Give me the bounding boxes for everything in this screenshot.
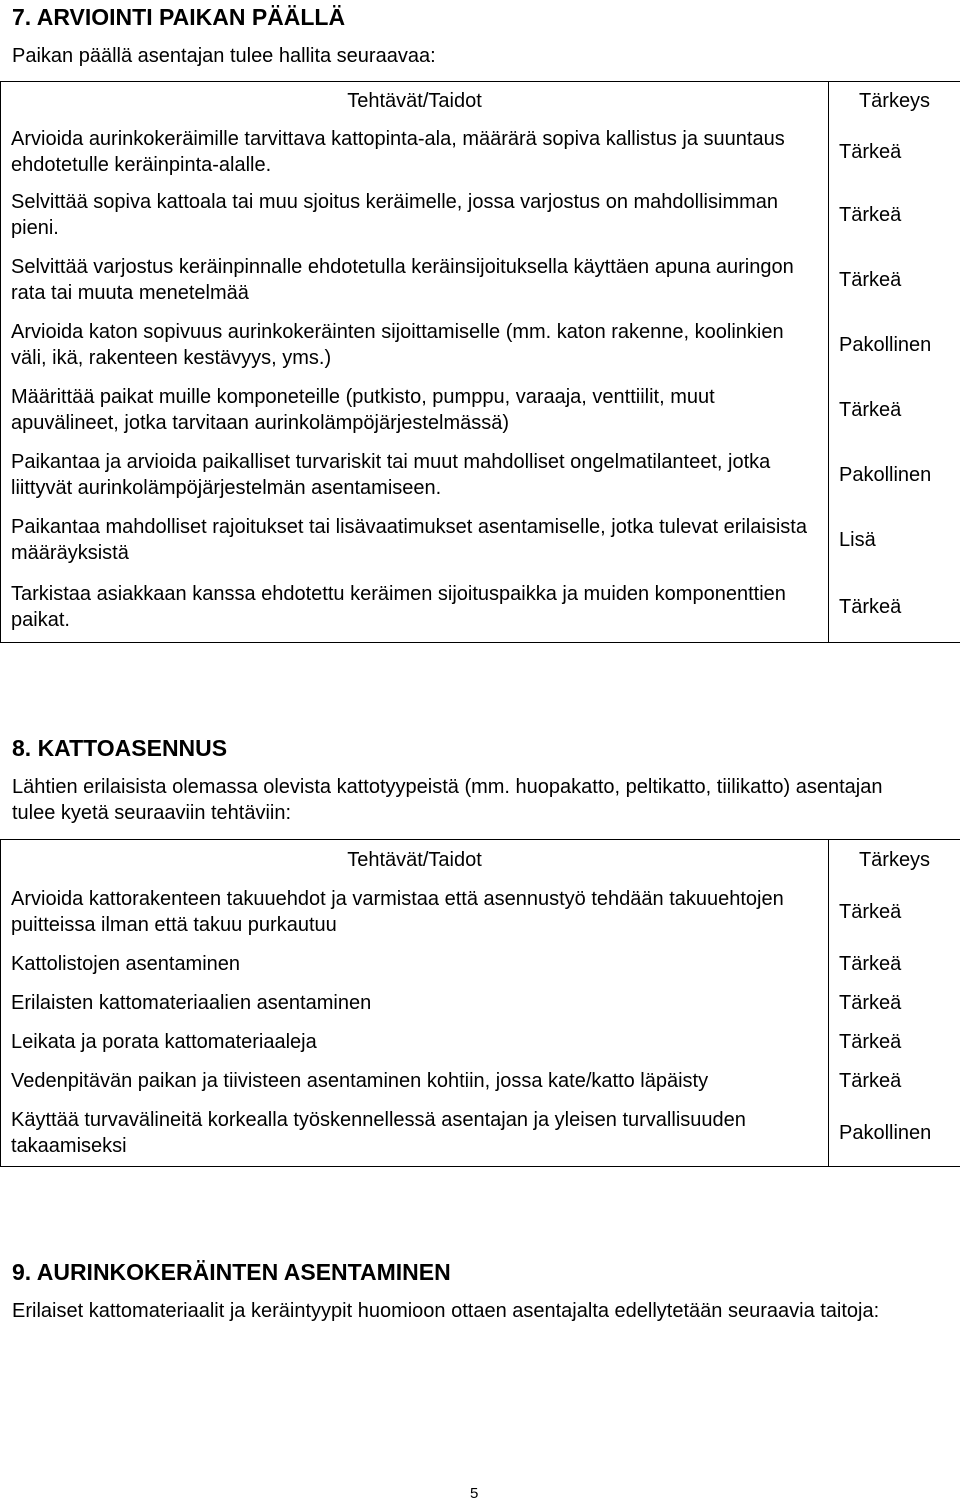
- task-cell: Vedenpitävän paikan ja tiivisteen asentaminen kohtiin, jossa kate/katto läpäisty: [1, 1062, 829, 1101]
- section-7-heading: 7. ARVIOINTI PAIKAN PÄÄLLÄ: [12, 4, 345, 31]
- importance-cell: Tärkeä: [829, 984, 960, 1023]
- task-cell: Käyttää turvavälineitä korkealla työskennellessä asentajan ja yleisen turvallisuuden takaamiseksi: [1, 1101, 829, 1167]
- table-row: [1, 880, 960, 945]
- table-row: [1, 1062, 960, 1101]
- table-header-row: [1, 840, 960, 880]
- table-row: [1, 313, 960, 378]
- task-cell: Tarkistaa asiakkaan kanssa ehdotettu keräimen sijoituspaikka ja muiden komponenttien paikat.: [1, 573, 829, 643]
- task-cell: Paikantaa ja arvioida paikalliset turvariskit tai muut mahdolliset ongelmatilanteet, jotka liittyvät aurinkolämpöjärjestelmän asentamiseen.: [1, 443, 829, 508]
- importance-cell: Tärkeä: [829, 183, 960, 248]
- section-8-heading: 8. KATTOASENNUS: [12, 735, 227, 762]
- section-7-intro: Paikan päällä asentajan tulee hallita seuraavaa:: [12, 43, 436, 69]
- table-row: [1, 1023, 960, 1062]
- importance-cell: Pakollinen: [829, 313, 960, 378]
- table-row: [1, 443, 960, 508]
- table-row: [1, 183, 960, 248]
- task-cell: Selvittää sopiva kattoala tai muu sjoitus keräimelle, jossa varjostus on mahdollisimman pieni.: [1, 183, 829, 248]
- task-cell: Arvioida aurinkokeräimille tarvittava kattopinta-ala, määrärä sopiva kallistus ja suuntaus ehdotetulle keräinpinta-alalle.: [1, 121, 829, 183]
- importance-cell: Lisä: [829, 508, 960, 573]
- importance-cell: Tärkeä: [829, 1023, 960, 1062]
- importance-cell: Tärkeä: [829, 1062, 960, 1101]
- task-cell: Erilaisten kattomateriaalien asentaminen: [1, 984, 829, 1023]
- page-number: 5: [470, 1485, 478, 1502]
- header-tasks: Tehtävät/Taidot: [1, 840, 829, 880]
- task-cell: Määrittää paikat muille komponeteille (putkisto, pumppu, varaaja, venttiilit, muut apuvälineet, jotka tarvitaan aurinkolämpöjärjestelmässä): [1, 378, 829, 443]
- section-8-intro: Lähtien erilaisista olemassa olevista kattotyypeistä (mm. huopakatto, peltikatto, tiilikatto) asentajan tulee kyetä seuraaviin tehtäviin:: [12, 774, 912, 826]
- task-cell: Kattolistojen asentaminen: [1, 945, 829, 984]
- table-row: [1, 1101, 960, 1167]
- section-9-heading: 9. AURINKOKERÄINTEN ASENTAMINEN: [12, 1259, 451, 1286]
- importance-cell: Tärkeä: [829, 880, 960, 945]
- table-row: [1, 945, 960, 984]
- table-row: [1, 378, 960, 443]
- task-cell: Selvittää varjostus keräinpinnalle ehdotetulla keräinsijoituksella käyttäen apuna auringon rata tai muuta menetelmää: [1, 248, 829, 313]
- table-row: [1, 121, 960, 183]
- table-header-row: [1, 82, 960, 121]
- importance-cell: Tärkeä: [829, 573, 960, 643]
- importance-cell: Pakollinen: [829, 443, 960, 508]
- table-row: [1, 248, 960, 313]
- importance-cell: Tärkeä: [829, 945, 960, 984]
- section-9-intro: Erilaiset kattomateriaalit ja keräintyypit huomioon ottaen asentajalta edellytetään seuraavia taitoja:: [12, 1298, 942, 1324]
- task-cell: Paikantaa mahdolliset rajoitukset tai lisävaatimukset asentamiselle, jotka tulevat erilaisista määräyksistä: [1, 508, 829, 573]
- importance-cell: Pakollinen: [829, 1101, 960, 1167]
- task-cell: Leikata ja porata kattomateriaaleja: [1, 1023, 829, 1062]
- importance-cell: Tärkeä: [829, 121, 960, 183]
- header-tasks: Tehtävät/Taidot: [1, 82, 829, 121]
- task-cell: Arvioida kattorakenteen takuuehdot ja varmistaa että asennustyö tehdään takuuehtojen puitteissa ilman että takuu purkautuu: [1, 880, 829, 945]
- section-8-table: [0, 839, 960, 1167]
- importance-cell: Tärkeä: [829, 248, 960, 313]
- table-row: [1, 508, 960, 573]
- task-cell: Arvioida katon sopivuus aurinkokeräinten sijoittamiselle (mm. katon rakenne, koolinkien väli, ikä, rakenteen kestävyys, yms.): [1, 313, 829, 378]
- table-row: [1, 984, 960, 1023]
- importance-cell: Tärkeä: [829, 378, 960, 443]
- header-importance: Tärkeys: [829, 840, 960, 880]
- table-row: [1, 573, 960, 643]
- header-importance: Tärkeys: [829, 82, 960, 121]
- section-7-table: [0, 81, 960, 643]
